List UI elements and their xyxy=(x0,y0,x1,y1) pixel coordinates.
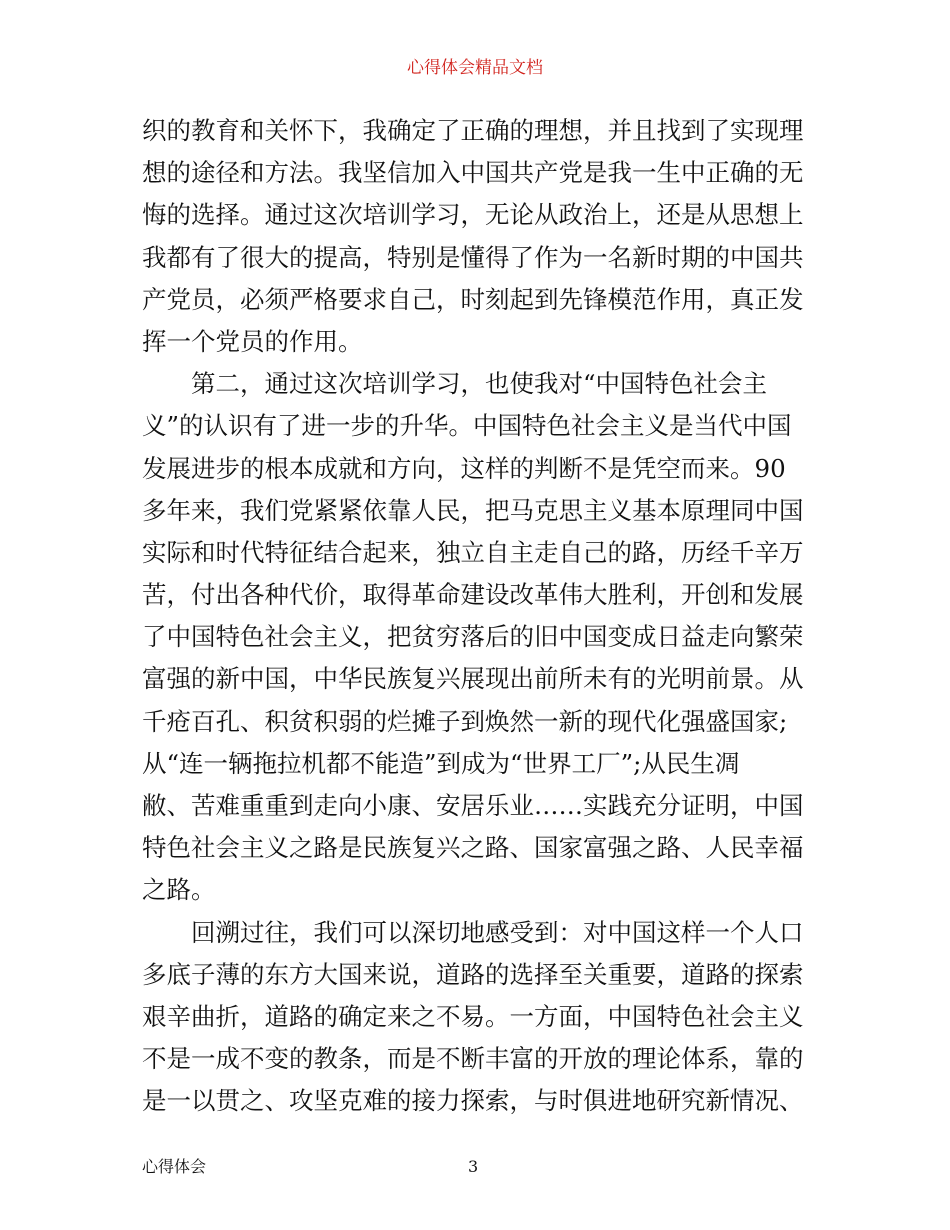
text-line: 悔的选择。通过这次培训学习，无论从政治上，还是从思想上 xyxy=(142,200,804,230)
document-body xyxy=(142,110,812,1123)
text-line: 挥一个党员的作用。 xyxy=(142,326,363,356)
footer-label: 心得体会 xyxy=(142,1157,207,1176)
text-line: 特色社会主义之路是民族复兴之路、国家富强之路、人民幸福 xyxy=(142,833,804,863)
text-line: 从“连一辆拖拉机都不能造”到成为“世界工厂”;从民生凋 xyxy=(142,748,740,778)
text-line: 义”的认识有了进一步的升华。中国特色社会主义是当代中国 xyxy=(142,411,792,441)
text-line: 艰辛曲折，道路的确定来之不易。一方面，中国特色社会主义 xyxy=(142,1001,804,1031)
text-line: 之路。 xyxy=(142,875,216,905)
text-line: 多年来，我们党紧紧依靠人民，把马克思主义基本原理同中国 xyxy=(142,495,804,525)
text-line: 实际和时代特征结合起来，独立自主走自己的路，历经千辛万 xyxy=(142,537,804,567)
text-line: 是一以贯之、攻坚克难的接力探索，与时俱进地研究新情况、 xyxy=(142,1086,804,1116)
text-line: 苦，付出各种代价，取得革命建设改革伟大胜利，开创和发展 xyxy=(142,580,804,610)
text-line: 想的途径和方法。我坚信加入中国共产党是我一生中正确的无 xyxy=(142,158,804,188)
page-number: 3 xyxy=(468,1157,479,1176)
text-line: 产党员，必须严格要求自己，时刻起到先锋模范作用，真正发 xyxy=(142,284,804,314)
text-line: 千疮百孔、积贫积弱的烂摊子到焕然一新的现代化强盛国家; xyxy=(142,706,788,736)
text-line: 多底子薄的东方大国来说，道路的选择至关重要，道路的探索 xyxy=(142,959,804,989)
page-header-title: 心得体会精品文档 xyxy=(407,58,543,78)
text-line: 织的教育和关怀下，我确定了正确的理想，并且找到了实现理 xyxy=(142,116,804,145)
text-line: 不是一成不变的教条，而是不断丰富的开放的理论体系，靠的 xyxy=(142,1044,804,1074)
text-line: 敝、苦难重重到走向小康、安居乐业……实践充分证明，中国 xyxy=(142,791,804,820)
paragraph-start-line: 回溯过往，我们可以深切地感受到：对中国这样一个人口 xyxy=(191,917,804,947)
text-line: 了中国特色社会主义，把贫穷落后的旧中国变成日益走向繁荣 xyxy=(142,622,804,652)
text-line: 我都有了很大的提高，特别是懂得了作为一名新时期的中国共 xyxy=(142,242,804,272)
text-line: 富强的新中国，中华民族复兴展现出前所未有的光明前景。从 xyxy=(142,664,804,694)
paragraph-start-line: 第二，通过这次培训学习，也使我对“中国特色社会主 xyxy=(191,369,768,399)
text-line: 发展进步的根本成就和方向，这样的判断不是凭空而来。90 xyxy=(142,453,786,483)
